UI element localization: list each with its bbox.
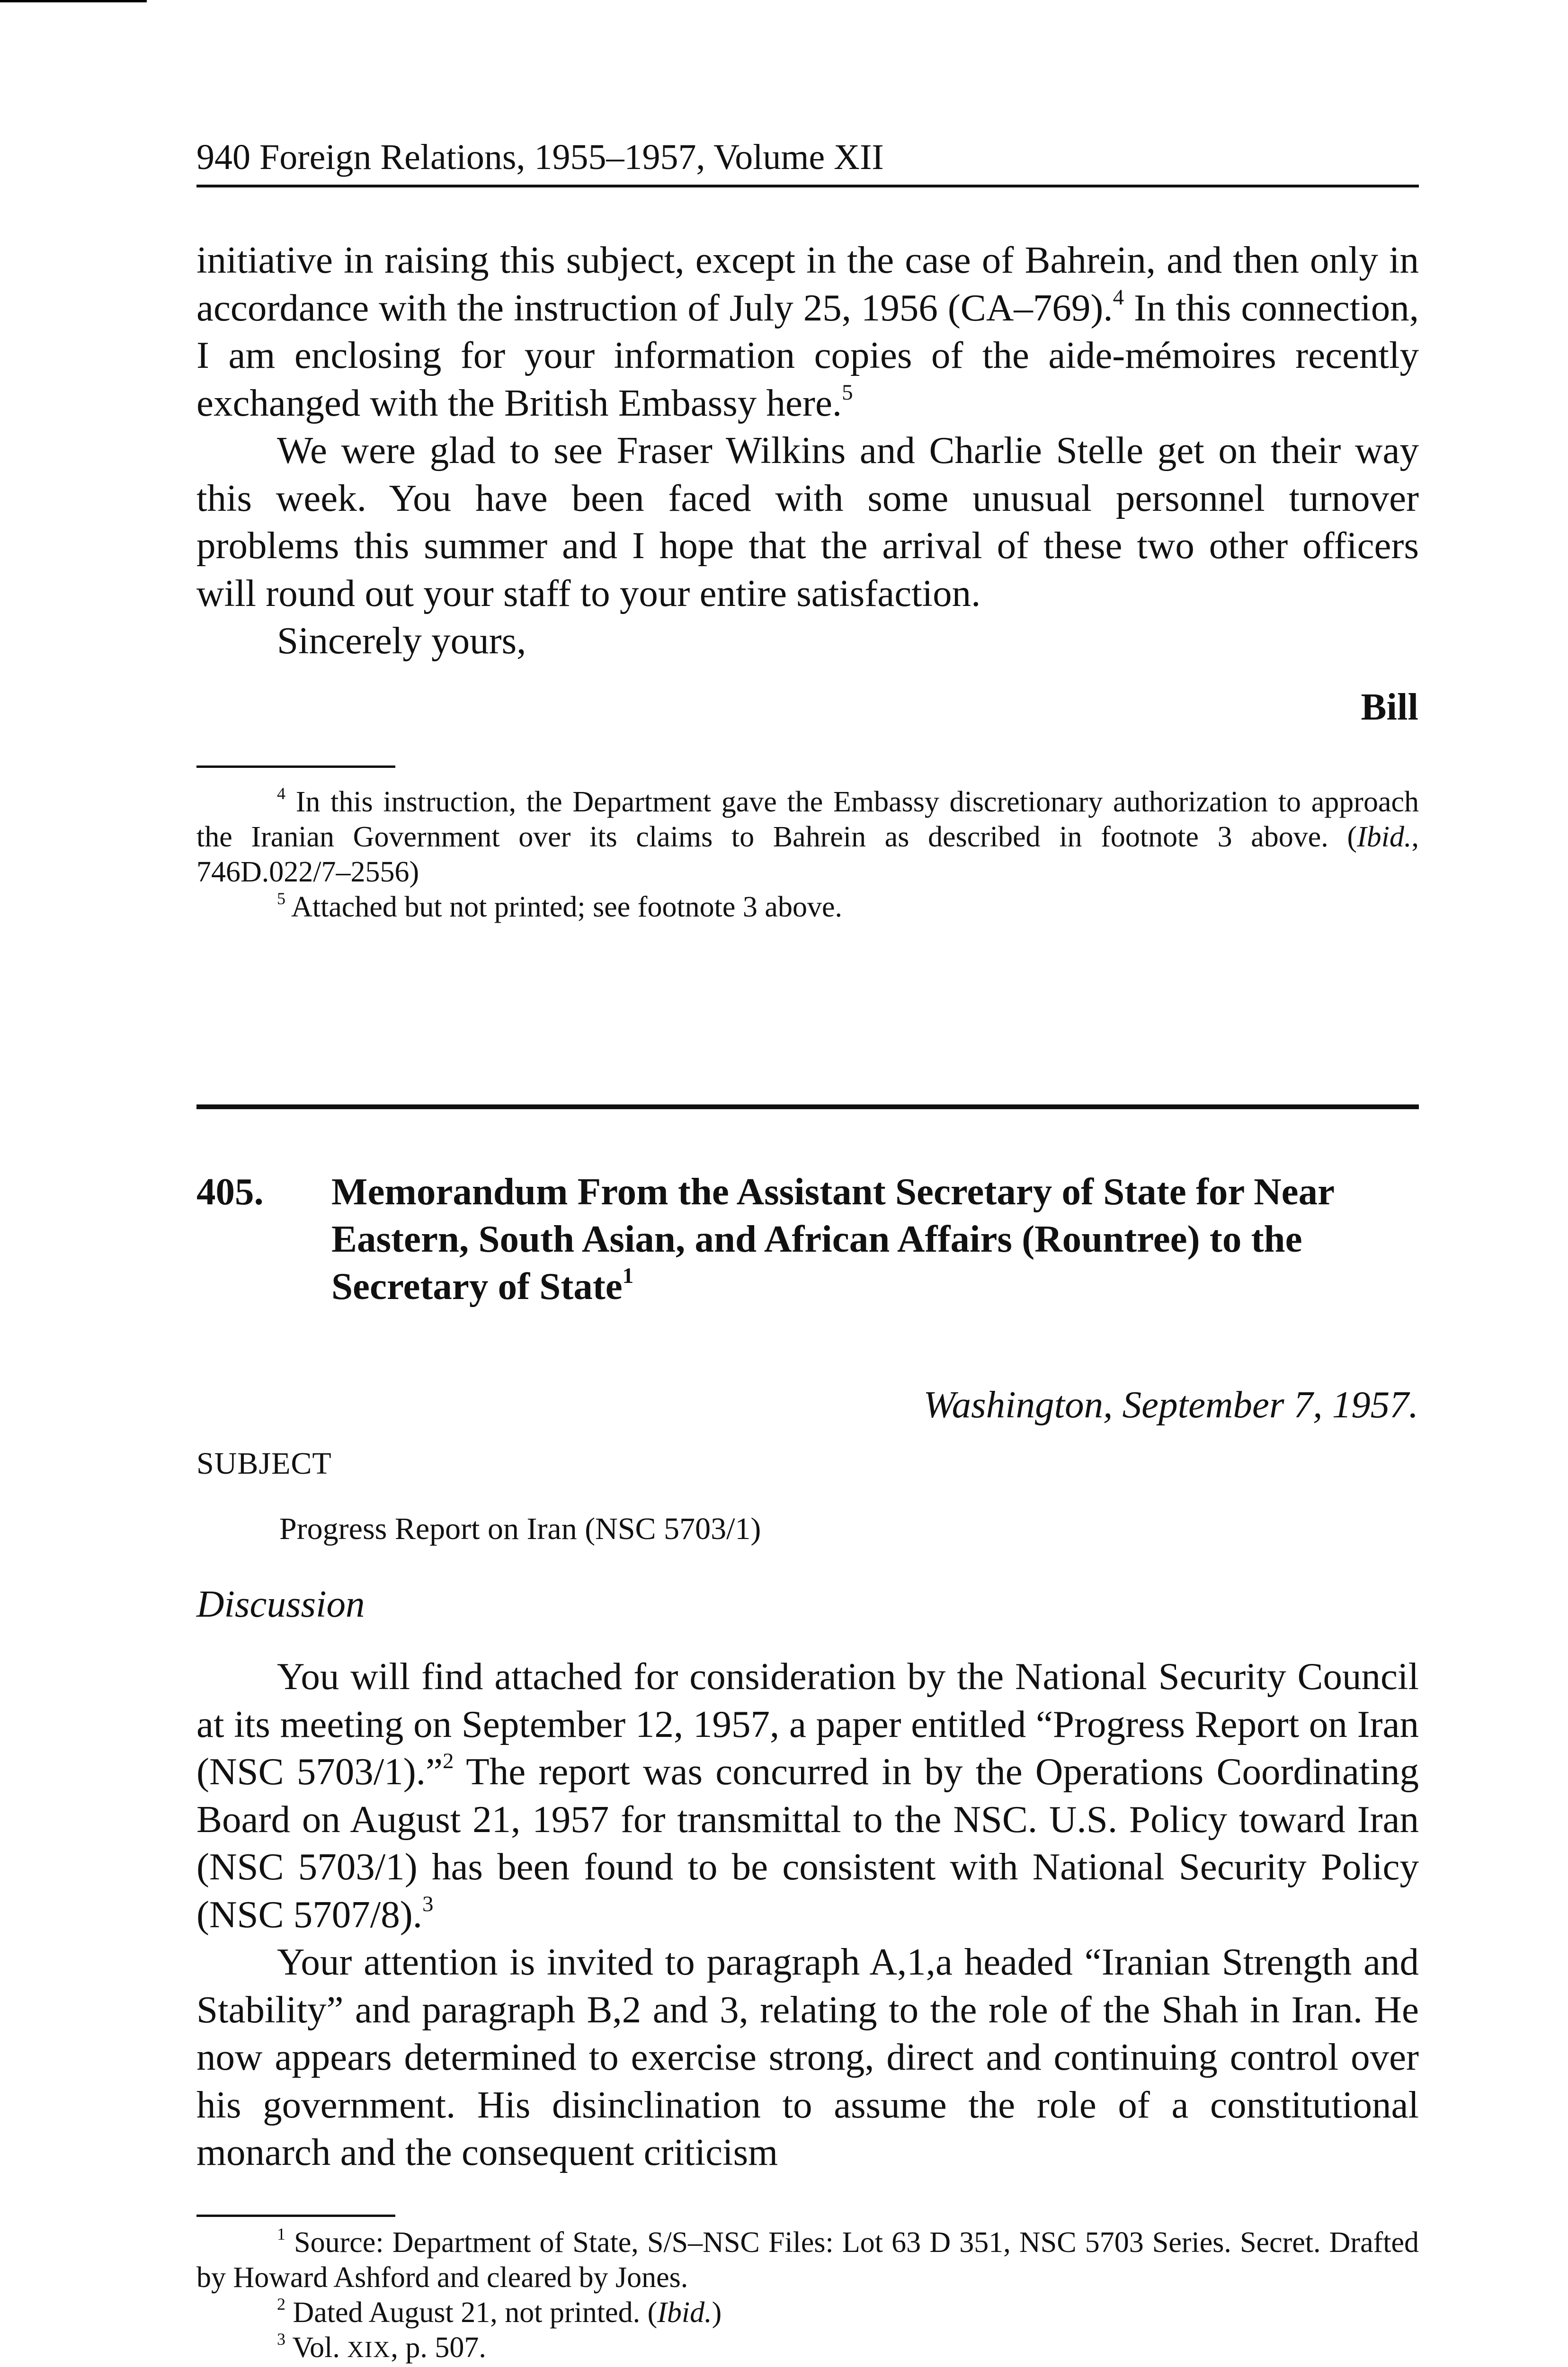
footnote-ref-2: 2 [442,1749,454,1774]
letter-paragraph-1: initiative in raising this subject, except in the case of Bahrein, and then only in accordance with the instruction of July 25, 1956 (CA–769).$^4$ In this connection, I am enclosing for your information copies of the aide-mémoires recently exchanged with the British Embassy here.$^5$ [196,239,1419,424]
footnotes-bottom [196,2225,1419,2367]
memo-paragraph-1: You will find attached for consideration by the National Security Council at its meeting on September 12, 1957, a paper entitled “Progress Report on Iran (NSC 5703/1).”$^2$ The report was concurred in by the Operations Coordinating Board on August 21, 1957 for transmittal to the NSC. U.S. Policy toward Iran (NSC 5703/1) has been found to be consistent with National Security Policy (NSC 5707/8).$^3$ [196,1655,1419,1936]
footnote-ref-1: 1 [622,1264,634,1289]
running-head: 940 Foreign Relations, 1955–1957, Volume XII [196,137,884,177]
subject-label: SUBJECT [196,1446,332,1481]
document-title: Memorandum From the Assistant Secretary of State for Near Eastern, South Asian, and African Affairs (Rountree) to the Secretary of State$^1$ [331,1170,1334,1308]
footnote-ref-4: 4 [1113,285,1124,310]
letter-body [196,236,1419,665]
footnote-ref-5: 5 [842,380,853,405]
footnote-5: $^5$ Attached but not printed; see footnote 3 above. [277,889,842,923]
scan-edge-mark [0,0,147,2]
footnote-rule-bottom [196,2215,395,2217]
section-rule [196,1104,1419,1109]
footnote-ref-3: 3 [422,1891,434,1916]
letter-signature: Bill [1361,685,1418,728]
memo-paragraph-2: Your attention is invited to paragraph A,1,a headed “Iranian Strength and Stability” and paragraph B,2 and 3, relating to the role of the Shah in Iran. He now appears determined to exercise strong, direct and continuing control over his government. His disinclination to assume the role of a constitutional monarch and the consequent criticism [196,1940,1419,2173]
place-date: Washington, September 7, 1957. [923,1383,1418,1426]
footnote-1: $^1$ Source: Department of State, S/S–NSC Files: Lot 63 D 351, NSC 5703 Series. Secret. Drafted by Howard Ashford and cleared by Jones. [196,2225,1419,2294]
subject-text: Progress Report on Iran (NSC 5703/1) [279,1512,761,1546]
footnotes-top [196,784,1419,925]
header-rule [196,185,1419,187]
document-number: 405. [196,1170,264,1213]
footnote-3: $^3$ Vol. XIX, p. 507. [277,2330,486,2364]
letter-paragraph-2: We were glad to see Fraser Wilkins and Charlie Stelle get on their way this week. You have been faced with some unusual personnel turnover problems this summer and I hope that the arrival of these two other officers will round out your staff to your entire satisfaction. [196,429,1419,614]
memo-body [196,1653,1419,2176]
footnote-4: $^4$ In this instruction, the Department gave the Embassy discretionary authorization to approach the Iranian Government over its claims to Bahrein as described in footnote 3 above. (Ibid., 746D.022/7–2556) [196,784,1419,888]
letter-closing: Sincerely yours, [277,619,526,662]
footnote-2: $^2$ Dated August 21, not printed. (Ibid.) [277,2295,722,2329]
discussion-heading: Discussion [196,1583,365,1625]
footnote-rule-top [196,765,395,768]
